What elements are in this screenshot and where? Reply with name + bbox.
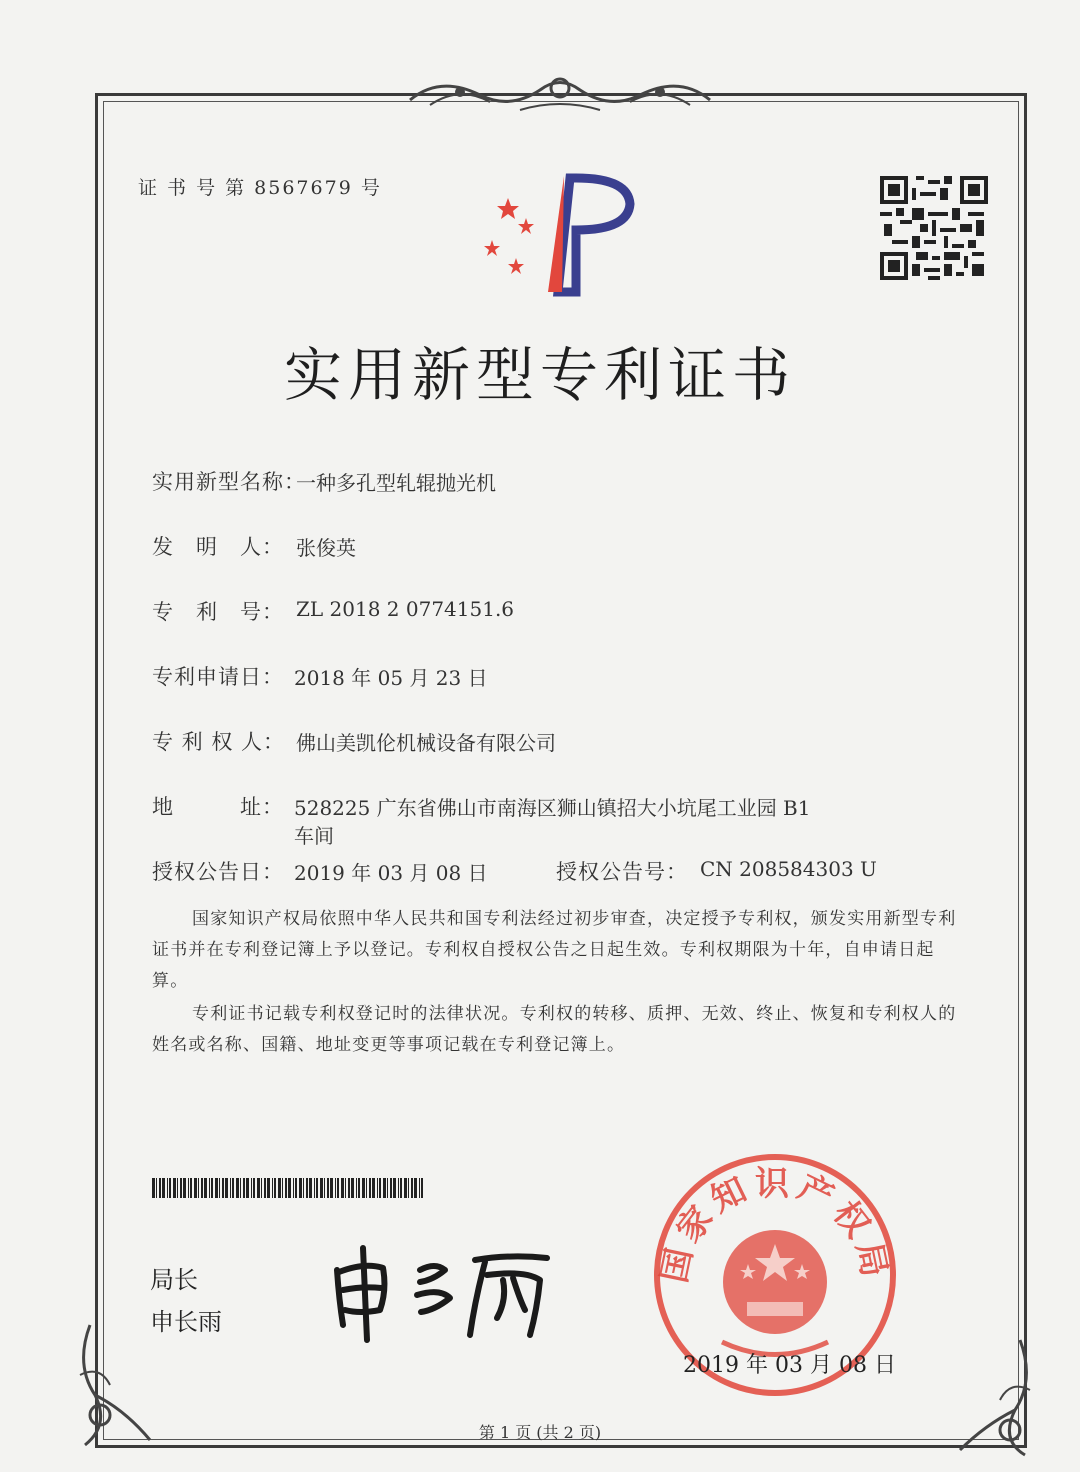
barcode-bar [411, 1178, 413, 1198]
barcode-bar [362, 1178, 365, 1198]
barcode-bar [272, 1178, 273, 1198]
barcode-bar [327, 1178, 329, 1198]
barcode-bar [293, 1178, 294, 1198]
barcode-bar [251, 1178, 252, 1198]
barcode-bar [194, 1178, 197, 1198]
barcode-bar [240, 1178, 241, 1198]
barcode-bar [383, 1178, 386, 1198]
barcode-bar [236, 1178, 239, 1198]
barcode-bar [267, 1178, 270, 1198]
name-value: 一种多孔型轧辊抛光机 [296, 471, 496, 495]
barcode-bar [282, 1178, 283, 1198]
grant-number-label: 授权公告号： [556, 860, 688, 884]
barcode-bar [421, 1178, 423, 1198]
certificate-number: 证 书 号 第 8567679 号 [138, 177, 382, 199]
name-label: 实用新型名称： [152, 470, 306, 494]
barcode-bar [335, 1178, 336, 1198]
barcode-bar [253, 1178, 255, 1198]
barcode-bar [404, 1178, 407, 1198]
barcode-bar [377, 1178, 378, 1198]
barcode-bar [348, 1178, 350, 1198]
barcode-bar [173, 1178, 176, 1198]
barcode-bar [246, 1178, 249, 1198]
barcode-bar [309, 1178, 312, 1198]
barcode-bar [169, 1178, 171, 1198]
barcode-bar [324, 1178, 325, 1198]
barcode-bar [198, 1178, 199, 1198]
address-label: 地 址： [152, 795, 284, 819]
barcode-bar [351, 1178, 354, 1198]
barcode-bar [306, 1178, 308, 1198]
barcode-bar [219, 1178, 220, 1198]
barcode-bar [215, 1178, 218, 1198]
barcode-bar [222, 1178, 224, 1198]
barcode-bar [152, 1178, 155, 1198]
seal-date: 2019 年 03 月 08 日 [683, 1353, 896, 1378]
seal-text: 国家知识产权局 [654, 1163, 896, 1287]
barcode-bar [211, 1178, 213, 1198]
inventor-label: 发 明 人： [152, 535, 284, 559]
barcode-bar [204, 1178, 207, 1198]
patent-number-value: ZL 2018 2 0774151.6 [296, 597, 515, 621]
barcode-bar [330, 1178, 333, 1198]
barcode-bar [408, 1178, 409, 1198]
barcode-bar [356, 1178, 357, 1198]
barcode-bar [369, 1178, 371, 1198]
barcode-bar [167, 1178, 168, 1198]
filing-date-value: 2018 年 05 月 23 日 [294, 666, 488, 690]
barcode-bar [299, 1178, 302, 1198]
filing-date-label: 专利申请日： [152, 665, 284, 689]
barcode-bar [314, 1178, 315, 1198]
barcode-bar [303, 1178, 304, 1198]
barcode-bar [225, 1178, 228, 1198]
barcode-bar [274, 1178, 276, 1198]
barcode-bar [379, 1178, 381, 1198]
legal-paragraph-1: 国家知识产权局依照中华人民共和国专利法经过初步审查，决定授予专利权，颁发实用新型专利证书并在专利登记簿上予以登记。专利权自授权公告之日起生效。专利权期限为十年，自申请日起算。 [152, 909, 957, 991]
barcode-bar [190, 1178, 192, 1198]
barcode-bar [180, 1178, 182, 1198]
barcode-bar [285, 1178, 287, 1198]
barcode-bar [358, 1178, 360, 1198]
barcode-bar [320, 1178, 323, 1198]
patentee-label: 专 利 权 人： [152, 730, 286, 754]
barcode-bar [201, 1178, 203, 1198]
barcode-bar [337, 1178, 339, 1198]
patent-office-logo-icon [478, 170, 643, 300]
barcode-bar [398, 1178, 399, 1198]
barcode-bar [188, 1178, 189, 1198]
barcode-bar [261, 1178, 262, 1198]
patentee-value: 佛山美凯伦机械设备有限公司 [296, 731, 556, 755]
inventor-value: 张俊英 [296, 536, 356, 560]
barcode-bar [295, 1178, 297, 1198]
barcode-bar [278, 1178, 281, 1198]
barcode-bar [162, 1178, 165, 1198]
barcode-bar [372, 1178, 375, 1198]
barcode-bar [243, 1178, 245, 1198]
barcode-bar [414, 1178, 417, 1198]
address-value-line1: 528225 广东省佛山市南海区狮山镇招大小坑尾工业园 B1 [294, 796, 811, 820]
barcode-bar [230, 1178, 231, 1198]
legal-paragraph-2: 专利证书记载专利权登记时的法律状况。专利权的转移、质押、无效、终止、恢复和专利权人的姓名或名称、国籍、地址变更等事项记载在专利登记簿上。 [152, 1004, 957, 1055]
barcode-bar [156, 1178, 157, 1198]
grant-date-label: 授权公告日： [152, 860, 284, 884]
barcode-bar [264, 1178, 266, 1198]
barcode-bar [387, 1178, 388, 1198]
barcode-icon [152, 1178, 426, 1198]
patent-number-label: 专 利 号： [152, 600, 284, 624]
director-signature-icon [325, 1240, 555, 1345]
barcode-bar [288, 1178, 291, 1198]
barcode-bar [232, 1178, 234, 1198]
barcode-bar [390, 1178, 392, 1198]
barcode-bar [316, 1178, 318, 1198]
barcode-bar [257, 1178, 260, 1198]
certificate-title: 实用新型专利证书 [283, 341, 796, 409]
barcode-bar [400, 1178, 402, 1198]
director-title: 局长 [150, 1266, 198, 1294]
top-ornament [400, 70, 720, 120]
barcode-bar [419, 1178, 420, 1198]
barcode-bar [209, 1178, 210, 1198]
barcode-bar [366, 1178, 367, 1198]
grant-date-value: 2019 年 03 月 08 日 [294, 861, 488, 885]
page-number: 第 1 页 (共 2 页) [478, 1423, 602, 1442]
barcode-bar [159, 1178, 161, 1198]
barcode-bar [341, 1178, 344, 1198]
barcode-bar [393, 1178, 396, 1198]
barcode-bar [345, 1178, 346, 1198]
grant-number-value: CN 208584303 U [700, 857, 877, 881]
barcode-bar [183, 1178, 186, 1198]
barcode-bar [177, 1178, 178, 1198]
qr-code-icon [880, 176, 988, 280]
address-value-line2: 车间 [294, 824, 334, 848]
director-name: 申长雨 [150, 1308, 222, 1336]
